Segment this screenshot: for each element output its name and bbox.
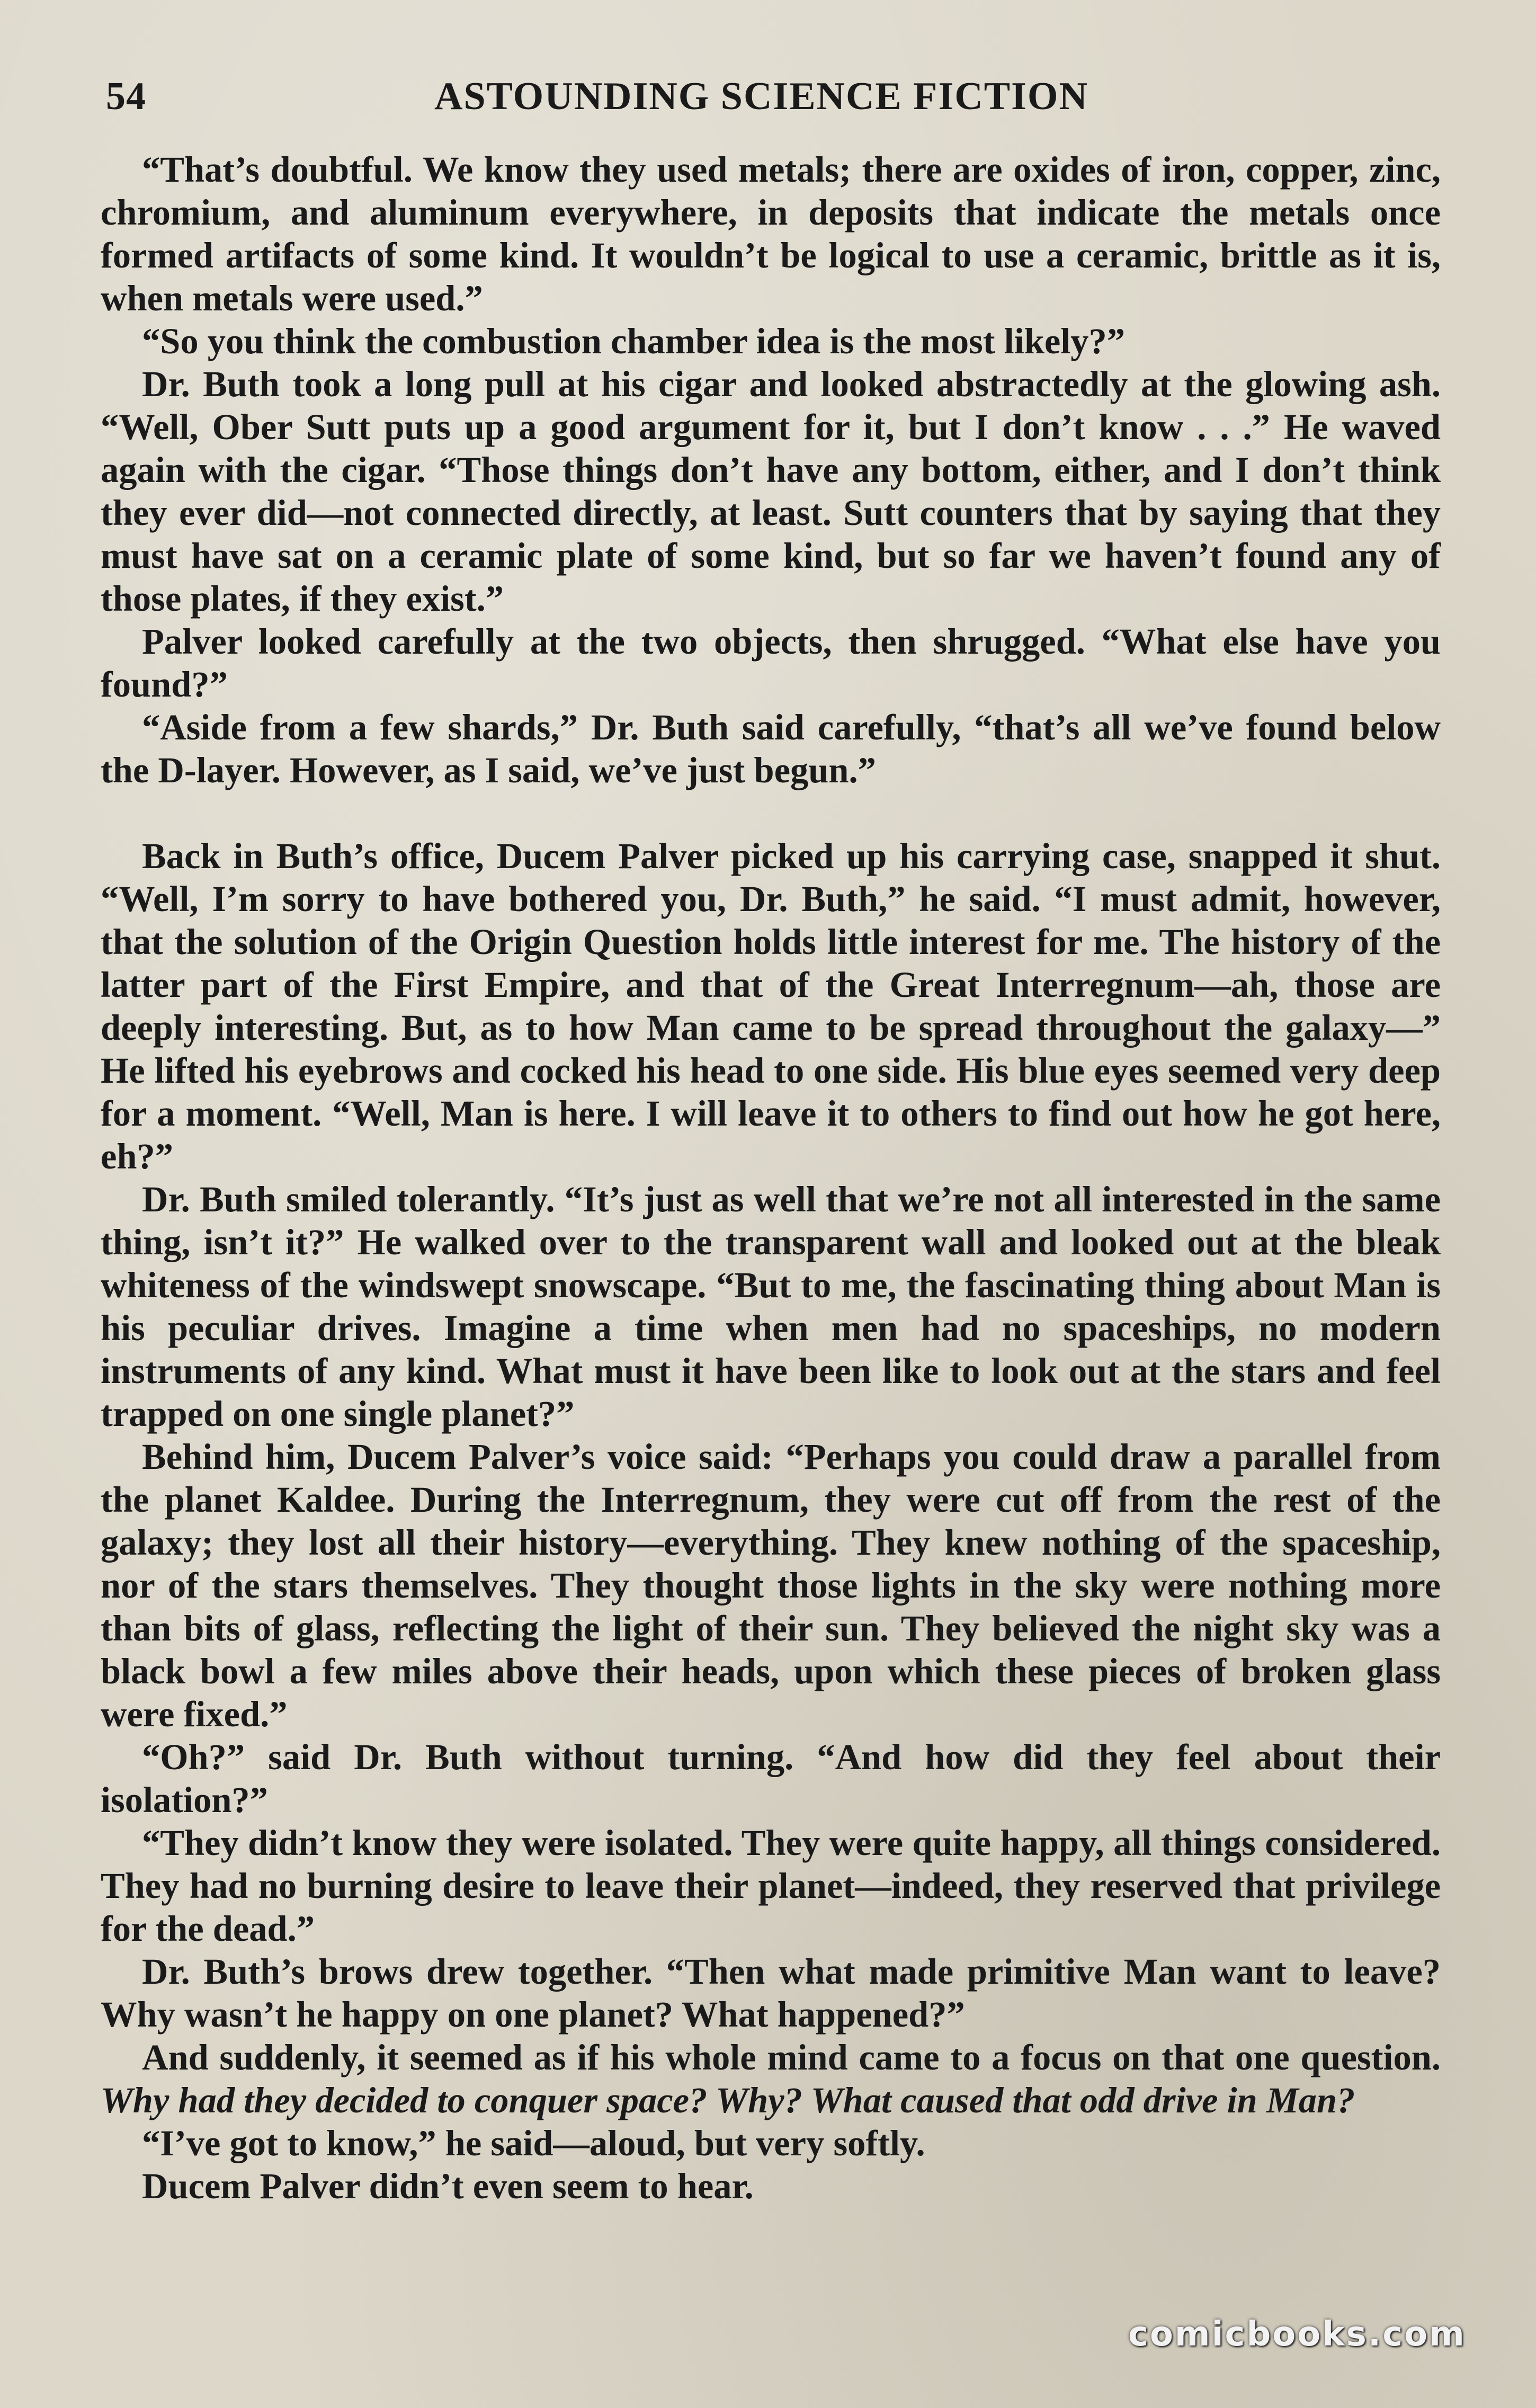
- running-title: ASTOUNDING SCIENCE FICTION: [434, 75, 1088, 118]
- paragraph: Dr. Buth smiled tolerantly. “It’s just as well that we’re not all interested in the same thing, isn’t it?” He walked over to the transparent wall and looked out at the bleak whiteness of the windswept snowscape. “But to me, the fascinating thing about Man is his peculiar drives. Imagine a time when men had no spaceships, no modern instruments of any kind. What must it have been like to look out at the stars and feel trapped on one single planet?”: [101, 1179, 1441, 1434]
- paragraph: “That’s doubtful. We know they used metals; there are oxides of iron, copper, zinc, chromium, and aluminum everywhere, in deposits that indicate the metals once formed artifacts of some kind. It wouldn’t be logical to use a ceramic, brittle as it is, when metals were used.”: [101, 149, 1441, 318]
- watermark: comicbooks.com: [1128, 2315, 1466, 2354]
- page-number: 54: [106, 75, 146, 118]
- paragraph: “Oh?” said Dr. Buth without turning. “And how did they feel about their isolation?”: [101, 1737, 1441, 1820]
- paragraph: Dr. Buth’s brows drew together. “Then what made primitive Man want to leave? Why wasn’t he happy on one planet? What happened?”: [101, 1951, 1441, 2035]
- paragraph: “They didn’t know they were isolated. They were quite happy, all things considered. They had no burning desire to leave their planet—indeed, they reserved that privilege for the dead.”: [101, 1823, 1441, 1949]
- paragraph: Behind him, Ducem Palver’s voice said: “Perhaps you could draw a parallel from the planet Kaldee. During the Interregnum, they were cut off from the rest of the galaxy; they lost all their history—everything. They knew nothing of the spaceship, nor of the stars themselves. They thought those lights in the sky were nothing more than bits of glass, reflecting the light of their sun. They believed the night sky was a black bowl a few miles above their heads, upon which these pieces of broken glass were fixed.”: [101, 1437, 1441, 1734]
- paragraph: Dr. Buth took a long pull at his cigar and looked abstractedly at the glowing ash. “Well, Ober Sutt puts up a good argument for it, but I don’t know . . .” He waved again with the cigar. “Those things don’t have any bottom, either, and I don’t think they ever did—not connected directly, at least. Sutt counters that by saying that they must have sat on a ceramic plate of some kind, but so far we haven’t found any of those plates, if they exist.”: [101, 364, 1441, 619]
- paragraph: “So you think the combustion chamber idea is the most likely?”: [142, 321, 1126, 361]
- focus-lead-text: And suddenly, it seemed as if his whole mind came to a focus on that one question.: [142, 2037, 1441, 2077]
- paragraph-focus: [101, 2036, 1441, 2122]
- paragraph: “I’ve got to know,” he said—aloud, but very softly.: [142, 2123, 925, 2163]
- focus-italic-text: Why had they decided to conquer space? Why? What caused that odd drive in Man?: [101, 2080, 1355, 2120]
- paragraph: Palver looked carefully at the two objects, then shrugged. “What else have you found?”: [101, 621, 1441, 704]
- paragraph: “Aside from a few shards,” Dr. Buth said carefully, “that’s all we’ve found below the D-layer. However, as I said, we’ve just begun.”: [101, 707, 1441, 790]
- paragraph: Ducem Palver didn’t even seem to hear.: [142, 2166, 754, 2206]
- page-header: [106, 74, 1441, 138]
- story-text: [101, 148, 1441, 2208]
- paragraph-section-start: Back in Buth’s office, Ducem Palver picked up his carrying case, snapped it shut. “Well, I’m sorry to have bothered you, Dr. Buth,” he said. “I must admit, however, that the solution of the Origin Question holds little interest for me. The history of the latter part of the First Empire, and that of the Great Interregnum—ah, those are deeply interesting. But, as to how Man came to be spread throughout the galaxy—” He lifted his eyebrows and cocked his head to one side. His blue eyes seemed very deep for a moment. “Well, Man is here. I will leave it to others to find out how he got here, eh?”: [101, 836, 1441, 1176]
